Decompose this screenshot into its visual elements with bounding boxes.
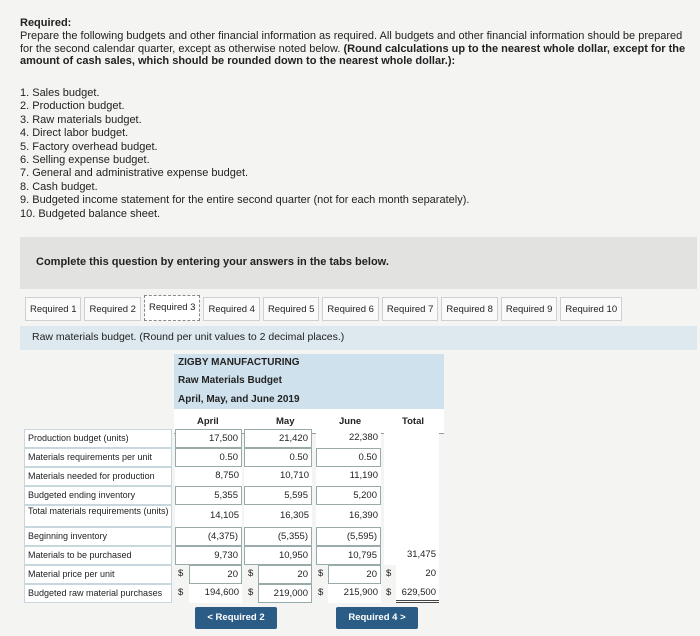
june-input[interactable]: (5,595) xyxy=(316,527,381,546)
budget-period: April, May, and June 2019 xyxy=(178,393,300,405)
april-value[interactable]: 14,105 xyxy=(175,505,242,527)
row-label: Budgeted raw material purchases xyxy=(24,584,172,603)
row-label: Materials requirements per unit xyxy=(24,448,172,467)
may-value[interactable]: 10,710 xyxy=(244,467,312,486)
table-row xyxy=(24,429,444,448)
list-item: 10. Budgeted balance sheet. xyxy=(20,207,161,220)
june-value[interactable]: 215,900 xyxy=(328,584,381,603)
list-item: 6. Selling expense budget. xyxy=(20,154,150,167)
may-input[interactable]: 10,950 xyxy=(244,546,312,565)
april-value[interactable]: 194,600 xyxy=(189,584,242,603)
total-value[interactable] xyxy=(384,486,439,505)
row-label: Materials needed for production xyxy=(24,467,172,486)
next-button-label: Required 4 xyxy=(348,612,398,623)
currency-symbol: $ xyxy=(178,568,184,579)
may-input[interactable]: 5,595 xyxy=(244,486,312,505)
table-row xyxy=(24,505,444,527)
total-value[interactable] xyxy=(384,467,439,486)
table-row xyxy=(24,448,444,467)
june-input[interactable]: 0.50 xyxy=(316,448,381,467)
prev-button-label: Required 2 xyxy=(215,612,265,623)
table-row xyxy=(24,486,444,505)
june-value[interactable]: 16,390 xyxy=(316,505,381,527)
currency-symbol: $ xyxy=(318,568,324,579)
tab-required-5[interactable]: Required 5 xyxy=(263,297,319,321)
currency-symbol: $ xyxy=(386,568,392,579)
tab-required-10[interactable]: Required 10 xyxy=(560,297,622,321)
banner-text: Complete this question by entering your answers in the tabs below. xyxy=(36,256,389,268)
may-input[interactable]: 20 xyxy=(258,565,312,584)
april-value[interactable]: 8,750 xyxy=(175,467,242,486)
currency-symbol: $ xyxy=(318,587,324,598)
total-value[interactable] xyxy=(384,505,439,527)
total-value[interactable] xyxy=(384,429,439,448)
instructions-text: Prepare the following budgets and other financial information as required. All budgets and other financial information should be prepared for the second calendar quarter, except as otherwise noted below. xyxy=(20,30,683,55)
instructions xyxy=(20,30,692,68)
currency-symbol: $ xyxy=(248,568,254,579)
tab-required-4[interactable]: Required 4 xyxy=(203,297,259,321)
april-input[interactable]: 5,355 xyxy=(175,486,242,505)
table-header xyxy=(174,354,444,409)
list-item: 7. General and administrative expense budget. xyxy=(20,167,249,180)
row-label: Production budget (units) xyxy=(24,429,172,448)
chevron-left-icon: < xyxy=(207,612,213,623)
june-value[interactable]: 11,190 xyxy=(316,467,381,486)
list-item: 8. Cash budget. xyxy=(20,180,98,193)
row-label: Material price per unit xyxy=(24,565,172,584)
requirements-list xyxy=(20,87,469,221)
tab-required-2[interactable]: Required 2 xyxy=(84,297,140,321)
list-item: 1. Sales budget. xyxy=(20,87,100,99)
april-input[interactable]: 20 xyxy=(189,565,242,584)
table-row xyxy=(24,565,444,584)
prev-button[interactable] xyxy=(195,607,277,629)
june-value[interactable]: 22,380 xyxy=(316,429,381,448)
tab-required-3[interactable]: Required 3 xyxy=(144,295,200,321)
june-input[interactable]: 10,795 xyxy=(316,546,381,565)
may-input[interactable]: (5,355) xyxy=(244,527,312,546)
required-heading: Required: xyxy=(20,17,72,29)
currency-symbol: $ xyxy=(386,587,392,598)
total-value[interactable]: 31,475 xyxy=(384,546,439,565)
sub-instruction: Raw materials budget. (Round per unit values to 2 decimal places.) xyxy=(32,331,345,343)
budget-title: Raw Materials Budget xyxy=(178,375,282,387)
june-input[interactable]: 5,200 xyxy=(316,486,381,505)
list-item: 4. Direct labor budget. xyxy=(20,127,129,140)
total-value[interactable]: 629,500 xyxy=(396,584,439,603)
table-row xyxy=(24,584,444,603)
table-row xyxy=(24,546,444,565)
list-item: 3. Raw materials budget. xyxy=(20,113,142,126)
april-input[interactable]: (4,375) xyxy=(175,527,242,546)
col-total: Total xyxy=(402,416,424,427)
total-value[interactable] xyxy=(384,448,439,467)
instructions-bold: (Round calculations up to the nearest whole dollar, except for the amount of cash sales, which should be rounded down to the nearest whole dollar.): xyxy=(20,42,686,67)
may-input[interactable]: 21,420 xyxy=(244,429,312,448)
list-item: 2. Production budget. xyxy=(20,100,125,113)
row-label: Total materials requirements (units) xyxy=(24,505,172,527)
tab-required-9[interactable]: Required 9 xyxy=(501,297,557,321)
total-value[interactable]: 20 xyxy=(396,565,439,584)
list-item: 9. Budgeted income statement for the entire second quarter (not for each month separately). xyxy=(20,194,470,207)
currency-symbol: $ xyxy=(248,587,254,598)
col-may: May xyxy=(276,416,295,427)
may-input[interactable]: 219,000 xyxy=(258,584,312,603)
tab-required-1[interactable]: Required 1 xyxy=(25,297,81,321)
row-label: Budgeted ending inventory xyxy=(24,486,172,505)
april-input[interactable]: 17,500 xyxy=(175,429,242,448)
col-june: June xyxy=(339,416,362,427)
row-label: Beginning inventory xyxy=(24,527,172,546)
may-input[interactable]: 0.50 xyxy=(244,448,312,467)
chevron-right-icon: > xyxy=(400,612,406,623)
april-input[interactable]: 0.50 xyxy=(175,448,242,467)
tab-bar xyxy=(25,293,625,321)
tab-required-8[interactable]: Required 8 xyxy=(441,297,497,321)
tab-required-6[interactable]: Required 6 xyxy=(322,297,378,321)
currency-symbol: $ xyxy=(178,587,184,598)
june-input[interactable]: 20 xyxy=(328,565,381,584)
company-name: ZIGBY MANUFACTURING xyxy=(178,357,300,368)
table-row xyxy=(24,467,444,486)
may-value[interactable]: 16,305 xyxy=(244,505,312,527)
april-input[interactable]: 9,730 xyxy=(175,546,242,565)
table-row xyxy=(24,527,444,546)
total-value[interactable] xyxy=(384,527,439,546)
col-april: April xyxy=(197,416,219,427)
tab-required-7[interactable]: Required 7 xyxy=(382,297,438,321)
list-item: 5. Factory overhead budget. xyxy=(20,140,158,153)
next-button[interactable] xyxy=(336,607,418,629)
row-label: Materials to be purchased xyxy=(24,546,172,565)
